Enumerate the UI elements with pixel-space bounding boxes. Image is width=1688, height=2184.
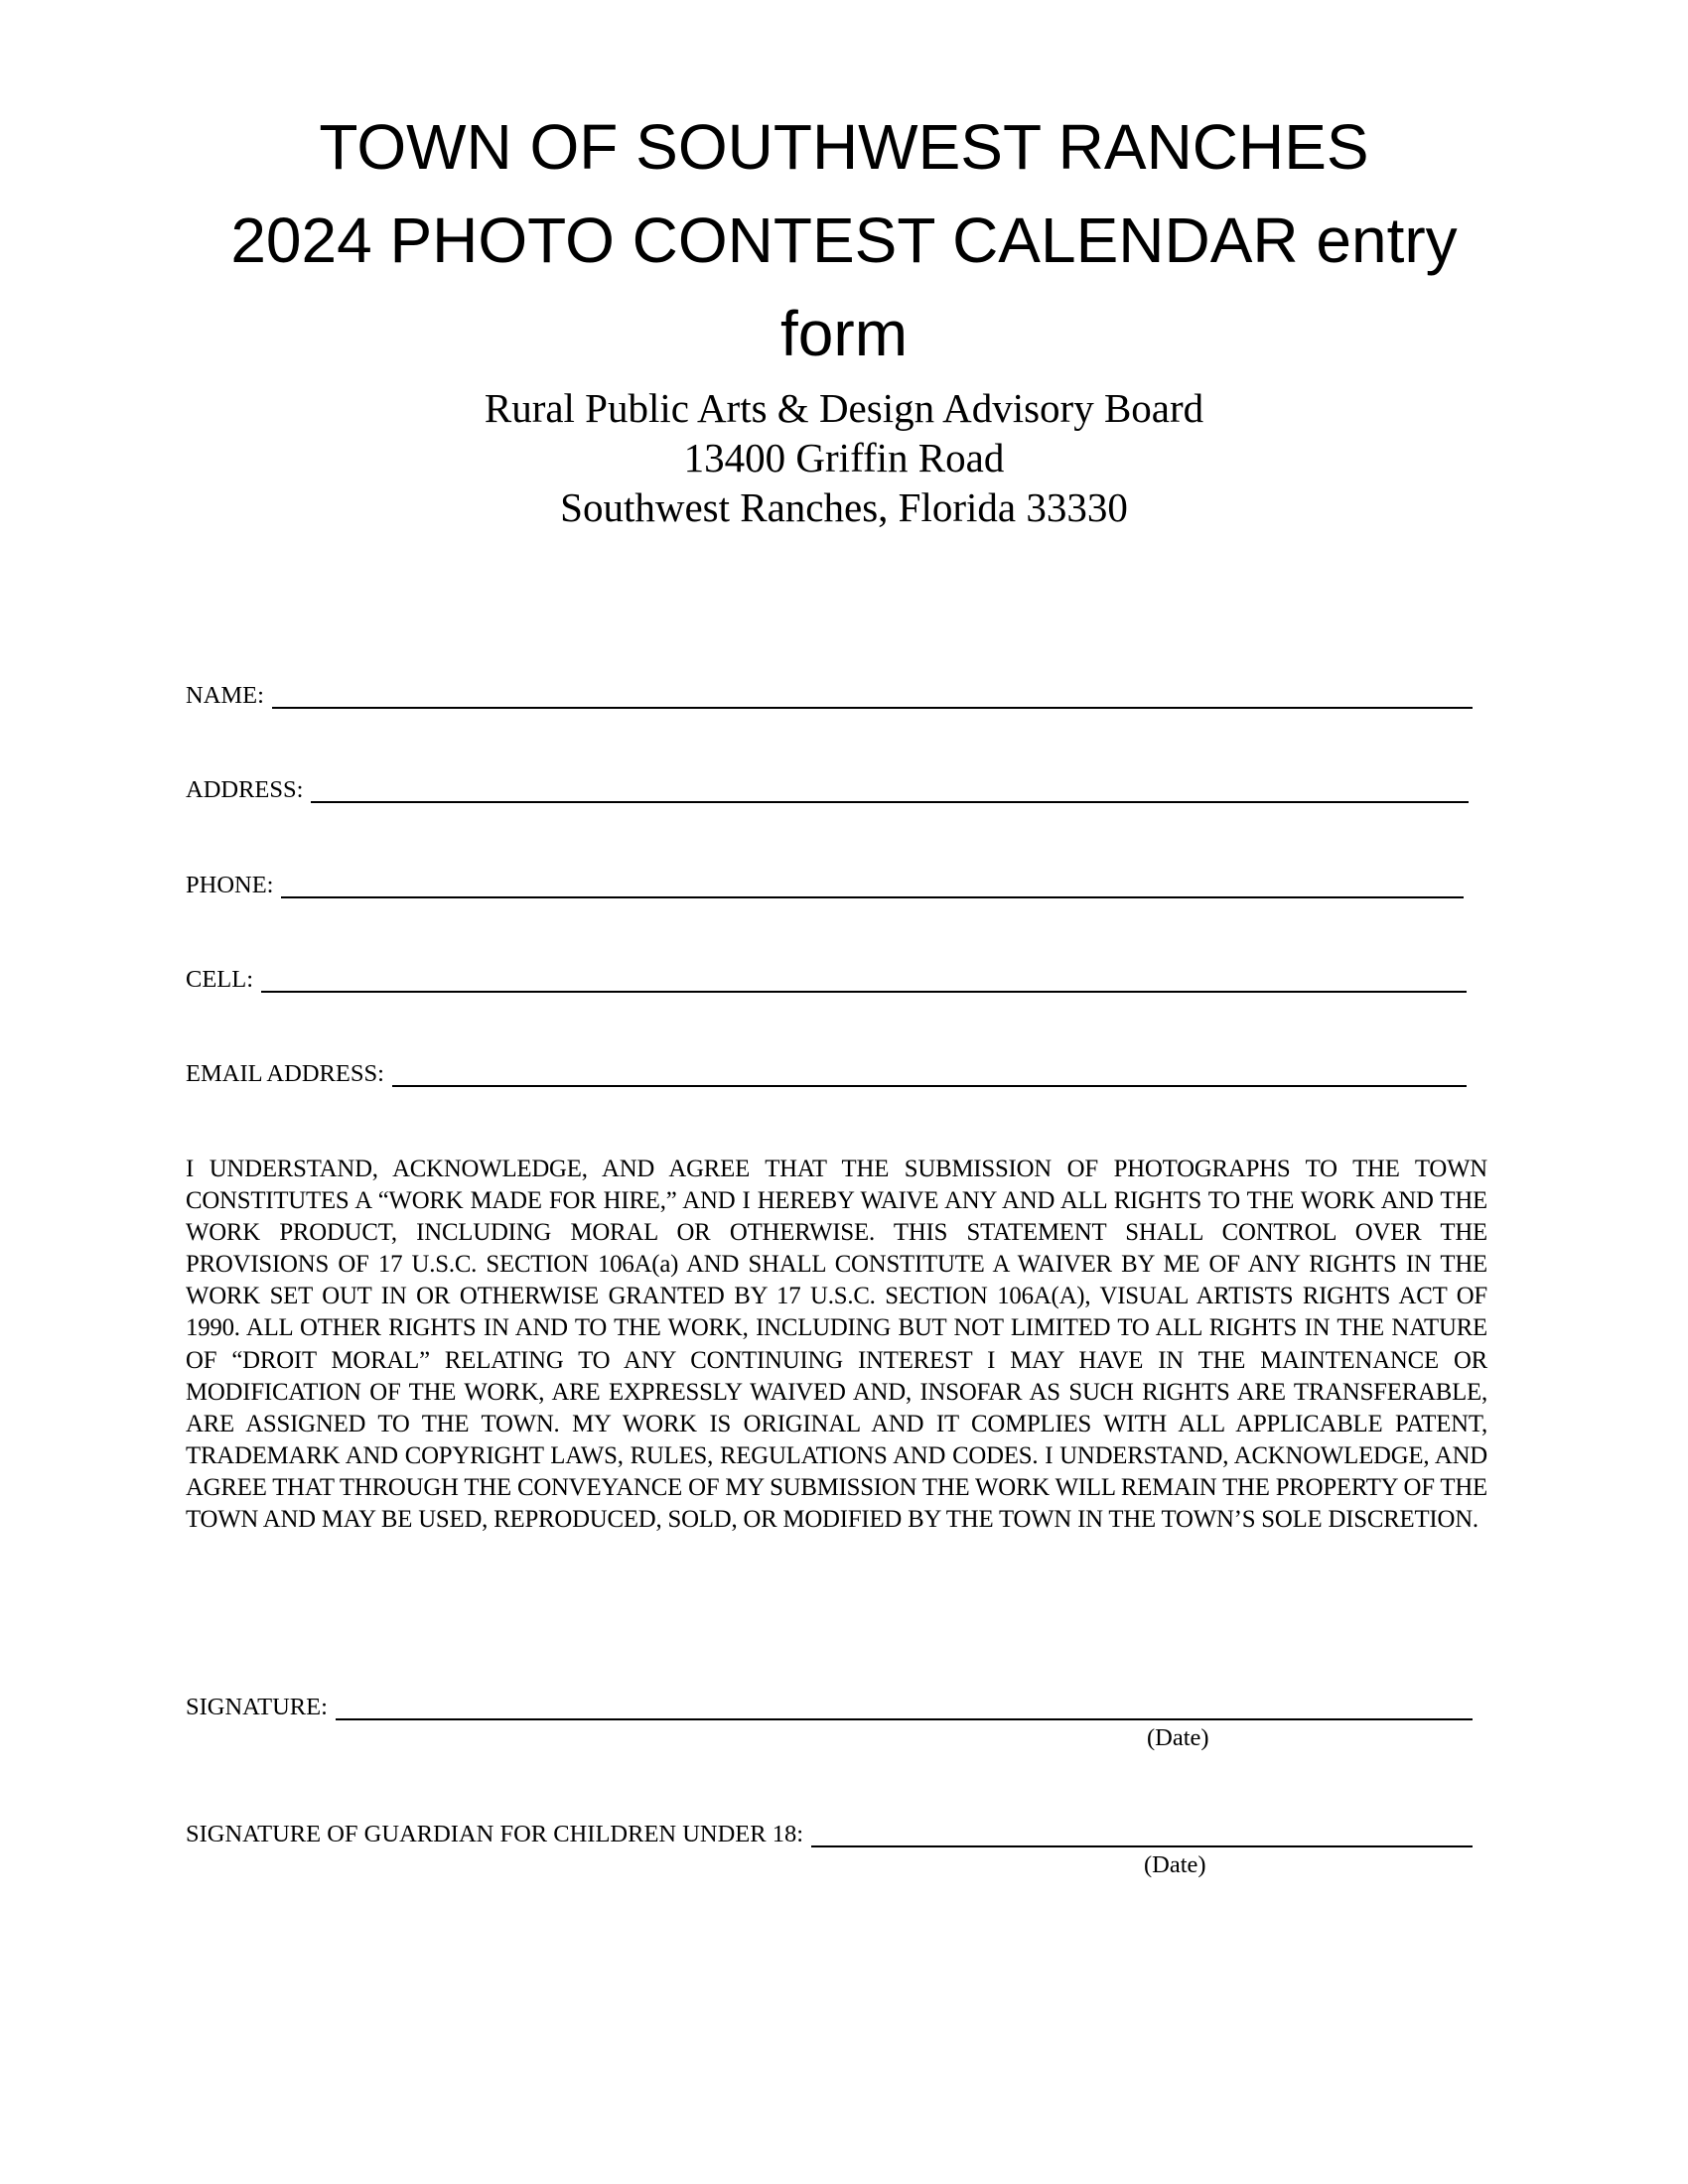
signature-date-label: (Date): [1147, 1724, 1209, 1751]
signature-label: SIGNATURE:: [186, 1694, 328, 1720]
cell-input-line[interactable]: [261, 991, 1467, 993]
guardian-signature-input-line[interactable]: [811, 1845, 1473, 1847]
street-address: 13400 Griffin Road: [683, 435, 1005, 480]
board-name: Rural Public Arts & Design Advisory Board: [484, 385, 1204, 431]
page-title-line-3: form: [780, 298, 908, 369]
cell-field[interactable]: [186, 965, 1467, 995]
email-input-line[interactable]: [392, 1085, 1467, 1087]
name-input-line[interactable]: [272, 707, 1473, 709]
address-label: ADDRESS:: [186, 776, 304, 803]
phone-input-line[interactable]: [281, 896, 1464, 898]
guardian-signature-field[interactable]: [186, 1820, 1473, 1849]
page-title-line-2: 2024 PHOTO CONTEST CALENDAR entry: [230, 205, 1458, 276]
phone-field[interactable]: [186, 871, 1464, 900]
signature-input-line[interactable]: [336, 1718, 1473, 1720]
address-input-line[interactable]: [311, 801, 1469, 803]
phone-label: PHONE:: [186, 872, 274, 898]
page-title-line-1: TOWN OF SOUTHWEST RANCHES: [319, 111, 1369, 183]
name-field[interactable]: [186, 681, 1473, 711]
address-field[interactable]: [186, 775, 1469, 805]
name-label: NAME:: [186, 682, 264, 709]
guardian-date-label: (Date): [1144, 1851, 1206, 1878]
city-state-zip: Southwest Ranches, Florida 33330: [560, 484, 1128, 530]
guardian-signature-label: SIGNATURE OF GUARDIAN FOR CHILDREN UNDER 18:: [186, 1821, 804, 1847]
signature-field[interactable]: [186, 1693, 1473, 1722]
rights-waiver-statement: I UNDERSTAND, ACKNOWLEDGE, AND AGREE THAT THE SUBMISSION OF PHOTOGRAPHS TO THE TOWN CONSTITUTES A “WORK MADE FOR HIRE,” AND I HEREBY WAIVE ANY AND ALL RIGHTS TO THE WORK AND THE WORK PRODUCT, INCLUDING MORAL OR OTHERWISE. THIS STATEMENT SHALL CONTROL OVER THE PROVISIONS OF 17 U.S.C. SECTION 106A(a) AND SHALL CONSTITUTE A WAIVER BY ME OF ANY RIGHTS IN THE WORK SET OUT IN OR OTHERWISE GRANTED BY 17 U.S.C. SECTION 106A(A), VISUAL ARTISTS RIGHTS ACT OF 1990. ALL OTHER RIGHTS IN AND TO THE WORK, INCLUDING BUT NOT LIMITED TO ALL RIGHTS IN THE NATURE OF “DROIT MORAL” RELATING TO ANY CONTINUING INTEREST I MAY HAVE IN THE MAINTENANCE OR MODIFICATION OF THE WORK, ARE EXPRESSLY WAIVED AND, INSOFAR AS SUCH RIGHTS ARE TRANSFERABLE, ARE ASSIGNED TO THE TOWN. MY WORK IS ORIGINAL AND IT COMPLIES WITH ALL APPLICABLE PATENT, TRADEMARK AND COPYRIGHT LAWS, RULES, REGULATIONS AND CODES. I UNDERSTAND, ACKNOWLEDGE, AND AGREE THAT THROUGH THE CONVEYANCE OF MY SUBMISSION THE WORK WILL REMAIN THE PROPERTY OF THE TOWN AND MAY BE USED, REPRODUCED, SOLD, OR MODIFIED BY THE TOWN IN THE TOWN’S SOLE DISCRETION.: [186, 1156, 1487, 1534]
email-field[interactable]: [186, 1059, 1467, 1089]
cell-label: CELL:: [186, 966, 254, 993]
email-label: EMAIL ADDRESS:: [186, 1060, 384, 1087]
